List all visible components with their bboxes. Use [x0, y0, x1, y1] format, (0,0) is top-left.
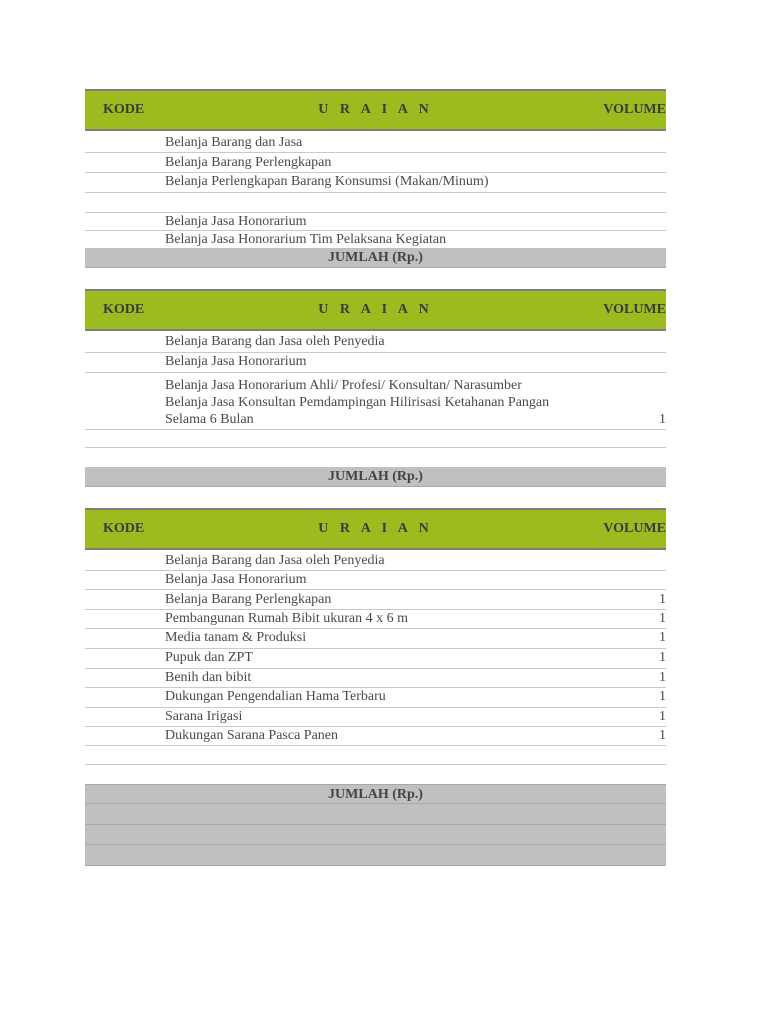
total-row-extra: [85, 825, 666, 845]
row-uraian: Belanja Barang dan Jasa oleh Penyedia: [165, 553, 385, 568]
row-uraian: Dukungan Sarana Pasca Panen: [165, 728, 339, 743]
header-kode: KODE: [103, 302, 145, 317]
table-row: [85, 669, 666, 688]
row-uraian: Benih dan bibit: [165, 670, 252, 685]
table-row: [85, 688, 666, 708]
total-row: JUMLAH (Rp.): [85, 467, 666, 487]
table-row: [85, 333, 666, 353]
table-row: [85, 708, 666, 727]
header-uraian: U R A I A N: [318, 521, 433, 536]
total-row-extra: [85, 845, 666, 866]
table-row: [85, 430, 666, 448]
header-uraian: U R A I A N: [318, 102, 433, 117]
table-header: [85, 508, 666, 550]
table-row: [85, 193, 666, 213]
table-row: [85, 727, 666, 746]
row-uraian: Dukungan Pengendalian Hama Terbaru: [165, 689, 386, 704]
row-uraian: Belanja Jasa Honorarium Tim Pelaksana Kegiatan: [165, 232, 447, 247]
table-row: [85, 153, 666, 173]
total-row: JUMLAH (Rp.): [85, 248, 666, 268]
table-row: [85, 373, 666, 430]
row-volume: 1: [659, 689, 666, 704]
header-volume: VOLUME: [603, 302, 666, 317]
header-volume: VOLUME: [603, 102, 666, 117]
row-uraian: Belanja Barang dan Jasa: [165, 135, 303, 150]
row-uraian: Belanja Barang Perlengkapan: [165, 155, 332, 170]
row-uraian: Belanja Perlengkapan Barang Konsumsi (Makan/Minum): [165, 174, 489, 189]
row-uraian: Belanja Barang Perlengkapan: [165, 592, 332, 607]
table-row: [85, 133, 666, 153]
table-row: [85, 213, 666, 231]
header-uraian: U R A I A N: [318, 302, 433, 317]
row-volume: 1: [659, 670, 666, 685]
table-row: [85, 231, 666, 247]
row-uraian: Pupuk dan ZPT: [165, 650, 253, 665]
table-row: [85, 571, 666, 590]
table-row: [85, 649, 666, 669]
header-kode: KODE: [103, 102, 145, 117]
row-uraian-line: Selama 6 Bulan: [165, 412, 254, 427]
table-row: [85, 610, 666, 629]
table-row: [85, 746, 666, 765]
row-uraian: Belanja Barang dan Jasa oleh Penyedia: [165, 334, 385, 349]
table-row: [85, 552, 666, 571]
row-uraian-line: Belanja Jasa Honorarium Ahli/ Profesi/ Konsultan/ Narasumber: [165, 378, 522, 393]
row-volume: 1: [659, 412, 666, 427]
header-volume: VOLUME: [603, 521, 666, 536]
row-uraian-line: Belanja Jasa Konsultan Pemdampingan Hilirisasi Ketahanan Pangan: [165, 395, 550, 410]
table-row: [85, 173, 666, 193]
table-header: [85, 89, 666, 131]
table-row: [85, 629, 666, 649]
table-header: [85, 289, 666, 331]
total-row: JUMLAH (Rp.): [85, 784, 666, 804]
total-row-extra: [85, 804, 666, 825]
row-uraian: Belanja Jasa Honorarium: [165, 354, 307, 369]
row-uraian: Sarana Irigasi: [165, 709, 243, 724]
row-uraian: Belanja Jasa Honorarium: [165, 572, 307, 587]
table-row: [85, 590, 666, 610]
row-volume: 1: [659, 630, 666, 645]
row-uraian: Pembangunan Rumah Bibit ukuran 4 x 6 m: [165, 611, 409, 626]
row-volume: 1: [659, 611, 666, 626]
row-volume: 1: [659, 728, 666, 743]
row-uraian: Media tanam & Produksi: [165, 630, 307, 645]
row-volume: 1: [659, 592, 666, 607]
row-uraian: Belanja Jasa Honorarium: [165, 214, 307, 229]
row-volume: 1: [659, 650, 666, 665]
header-kode: KODE: [103, 521, 145, 536]
table-row: [85, 353, 666, 373]
row-volume: 1: [659, 709, 666, 724]
